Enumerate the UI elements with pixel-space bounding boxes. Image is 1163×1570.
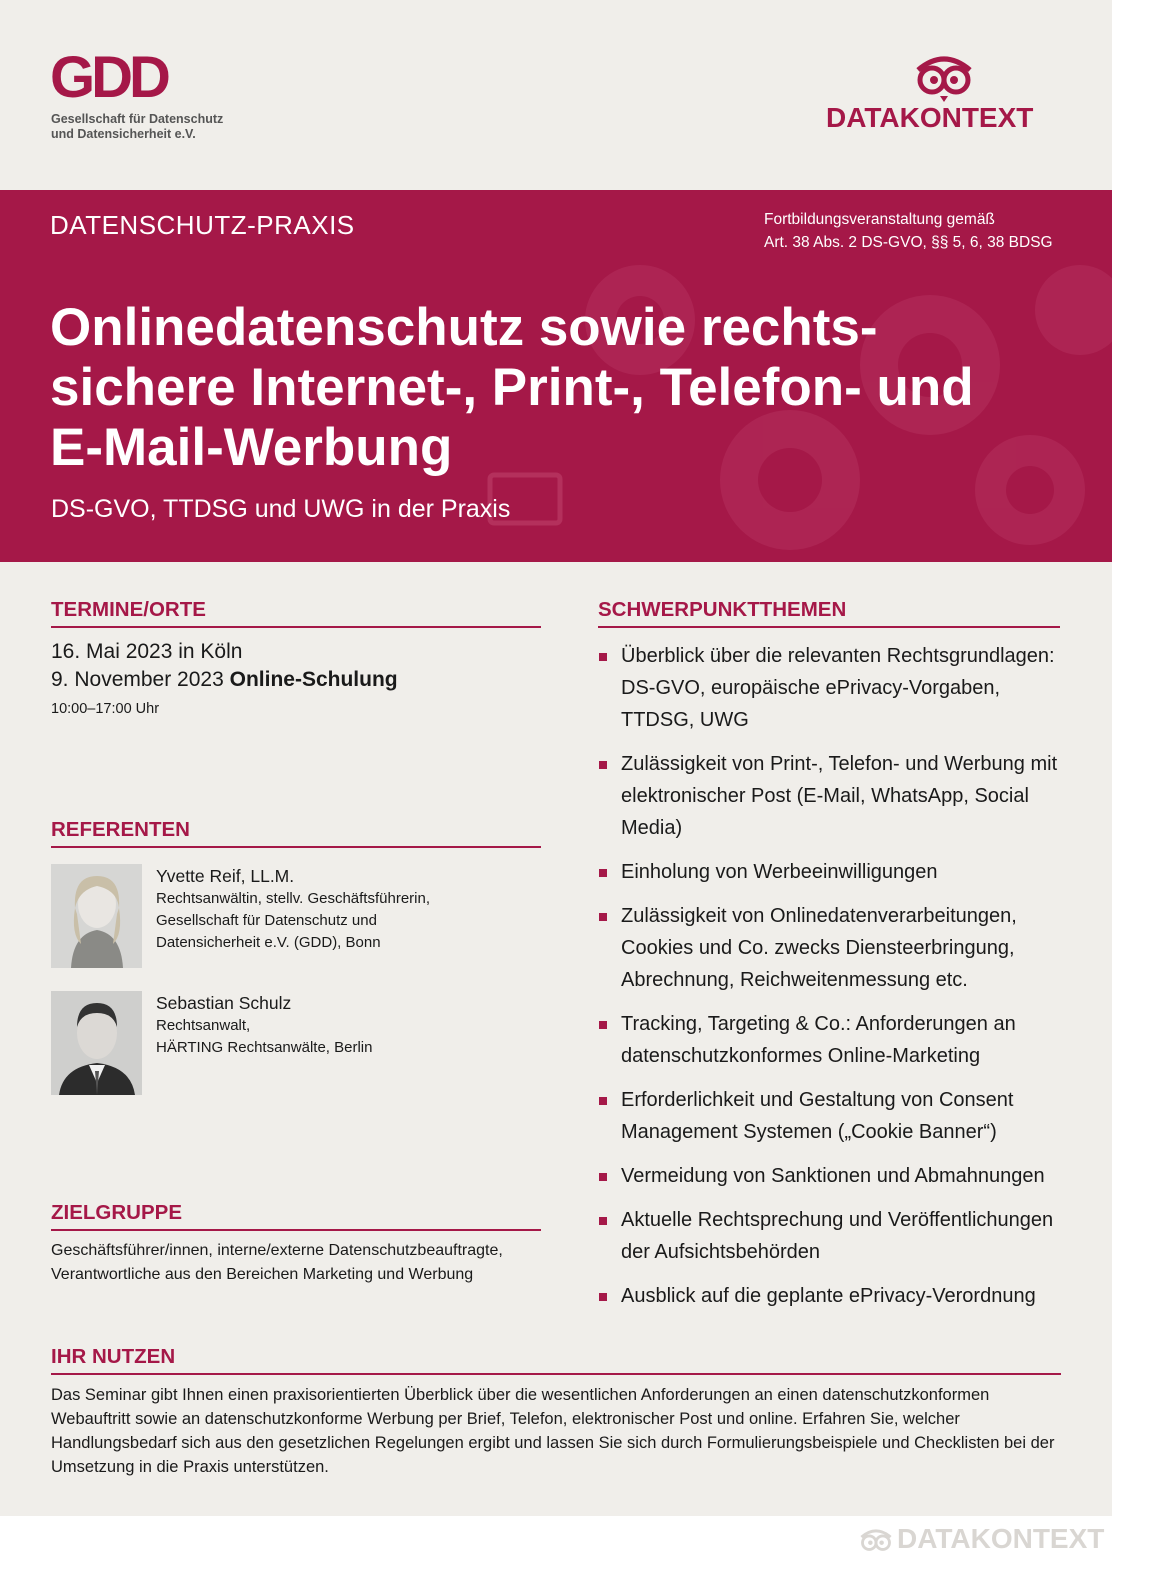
topic-text: Ausblick auf die geplante ePrivacy-Verordnung — [621, 1285, 1036, 1307]
list-item — [598, 1280, 1068, 1312]
target-group-line-1: Geschäftsführer/innen, interne/externe Datenschutzbeauftragte, — [51, 1242, 503, 1259]
speaker-role-line: Rechtsanwältin, stellv. Geschäftsführerin, — [156, 890, 431, 907]
topic-text: Aktuelle Rechtsprechung und Veröffentlichungen der Aufsichtsbehörden — [621, 1209, 1054, 1263]
dates-block — [51, 638, 541, 720]
gdd-logo — [50, 52, 180, 102]
owl-icon — [912, 52, 976, 102]
list-item — [598, 1084, 1068, 1148]
list-item — [598, 748, 1068, 844]
footer-logo-text: DATAKONTEXT — [897, 1523, 1105, 1554]
title-line-1: Onlinedatenschutz sowie rechts- — [50, 298, 878, 357]
bullet-icon — [599, 869, 607, 877]
page-subtitle: DS-GVO, TTDSG und UWG in der Praxis — [51, 495, 511, 523]
topic-text: Einholung von Werbeeinwilligungen — [621, 861, 938, 883]
speaker-role-line: Rechtsanwalt, — [156, 1017, 251, 1034]
speaker-info — [156, 991, 536, 1059]
series-label: DATENSCHUTZ-PRAXIS — [50, 210, 355, 240]
gdd-subline — [51, 112, 223, 142]
speaker-role-line: Datensicherheit e.V. (GDD), Bonn — [156, 934, 381, 951]
list-item — [598, 856, 1068, 888]
speaker-photo — [51, 864, 142, 968]
speakers-heading: REFERENTEN — [51, 818, 541, 848]
gdd-subline-2: und Datensicherheit e.V. — [51, 127, 196, 141]
list-item — [598, 640, 1068, 736]
speaker-card — [51, 864, 541, 970]
speaker-name: Yvette Reif, LL.M. — [156, 866, 295, 886]
benefit-heading: IHR NUTZEN — [51, 1345, 1061, 1375]
list-item — [598, 1204, 1068, 1268]
benefit-text: Das Seminar gibt Ihnen einen praxisorientierten Überblick über die wesentlichen Anforderungen an einen datenschutzkonformen Webauftritt sowie an datenschutzkonforme Werbung per Brief, Telefon, elektronischer Post und online. Erfahren Sie, welcher Handlungsbedarf sich aus den gesetzlichen Regelungen ergibt und lassen Sie sich durch Formulierungsbeispiele und Checklisten bei der Umsetzung in die Praxis unterstützen. — [51, 1386, 1055, 1476]
bullet-icon — [599, 1217, 607, 1225]
topics-heading: SCHWERPUNKTTHEMEN — [598, 598, 1060, 628]
list-item — [598, 1008, 1068, 1072]
date-2 — [51, 666, 541, 694]
date-2-prefix: 9. November 2023 — [51, 668, 230, 691]
speaker-photo — [51, 991, 142, 1095]
target-group-line-2: Verantwortliche aus den Bereichen Marketing und Werbung — [51, 1266, 474, 1283]
accreditation-note — [764, 208, 1084, 254]
bullet-icon — [599, 761, 607, 769]
list-item — [598, 900, 1068, 996]
title-line-2: sichere Internet-, Print-, Telefon- und — [50, 358, 974, 417]
gdd-subline-1: Gesellschaft für Datenschutz — [51, 112, 224, 126]
bullet-icon — [599, 1097, 607, 1105]
bullet-icon — [599, 1173, 607, 1181]
topics-list — [598, 640, 1068, 1324]
datakontext-logo-text: DATAKONTEXT — [826, 102, 1034, 133]
topic-text: Zulässigkeit von Onlinedatenverarbeitungen, Cookies und Co. zwecks Diensteerbringung, Abrechnung, Reichweitenmessung etc. — [621, 905, 1017, 991]
speaker-role-line: Gesellschaft für Datenschutz und — [156, 912, 377, 929]
topic-text: Tracking, Targeting & Co.: Anforderungen an datenschutzkonformes Online-Marketing — [621, 1013, 1016, 1067]
speaker-name: Sebastian Schulz — [156, 993, 292, 1013]
topic-text: Erforderlichkeit und Gestaltung von Consent Management Systemen („Cookie Banner“) — [621, 1089, 1014, 1143]
target-group-text — [51, 1239, 551, 1287]
dates-heading: TERMINE/ORTE — [51, 598, 541, 628]
accreditation-line-1: Fortbildungsveranstaltung gemäß — [764, 211, 995, 228]
target-group-heading: ZIELGRUPPE — [51, 1201, 541, 1231]
bullet-icon — [599, 1021, 607, 1029]
speaker-info — [156, 864, 536, 954]
speaker-card — [51, 991, 541, 1097]
bullet-icon — [599, 653, 607, 661]
seminar-time: 10:00–17:00 Uhr — [51, 701, 160, 717]
page-margin — [1112, 0, 1163, 1570]
footer-owl-icon — [858, 1524, 894, 1558]
accreditation-line-2: Art. 38 Abs. 2 DS-GVO, §§ 5, 6, 38 BDSG — [764, 234, 1053, 251]
speaker-role-line: HÄRTING Rechtsanwälte, Berlin — [156, 1039, 373, 1056]
title-banner — [0, 190, 1112, 562]
page-title — [50, 298, 1070, 478]
topic-text: Vermeidung von Sanktionen und Abmahnungen — [621, 1165, 1045, 1187]
title-line-3: E-Mail-Werbung — [50, 418, 453, 477]
date-2-format: Online-Schulung — [229, 668, 398, 691]
gdd-logo-text: GDD — [50, 52, 167, 102]
date-1: 16. Mai 2023 in Köln — [51, 640, 243, 663]
list-item — [598, 1160, 1068, 1192]
bullet-icon — [599, 913, 607, 921]
topic-text: Überblick über die relevanten Rechtsgrundlagen: DS-GVO, europäische ePrivacy-Vorgaben, TTDSG, UWG — [621, 645, 1055, 731]
topic-text: Zulässigkeit von Print-, Telefon- und Werbung mit elektronischer Post (E-Mail, WhatsApp, Social Media) — [621, 753, 1058, 839]
bullet-icon — [599, 1293, 607, 1301]
